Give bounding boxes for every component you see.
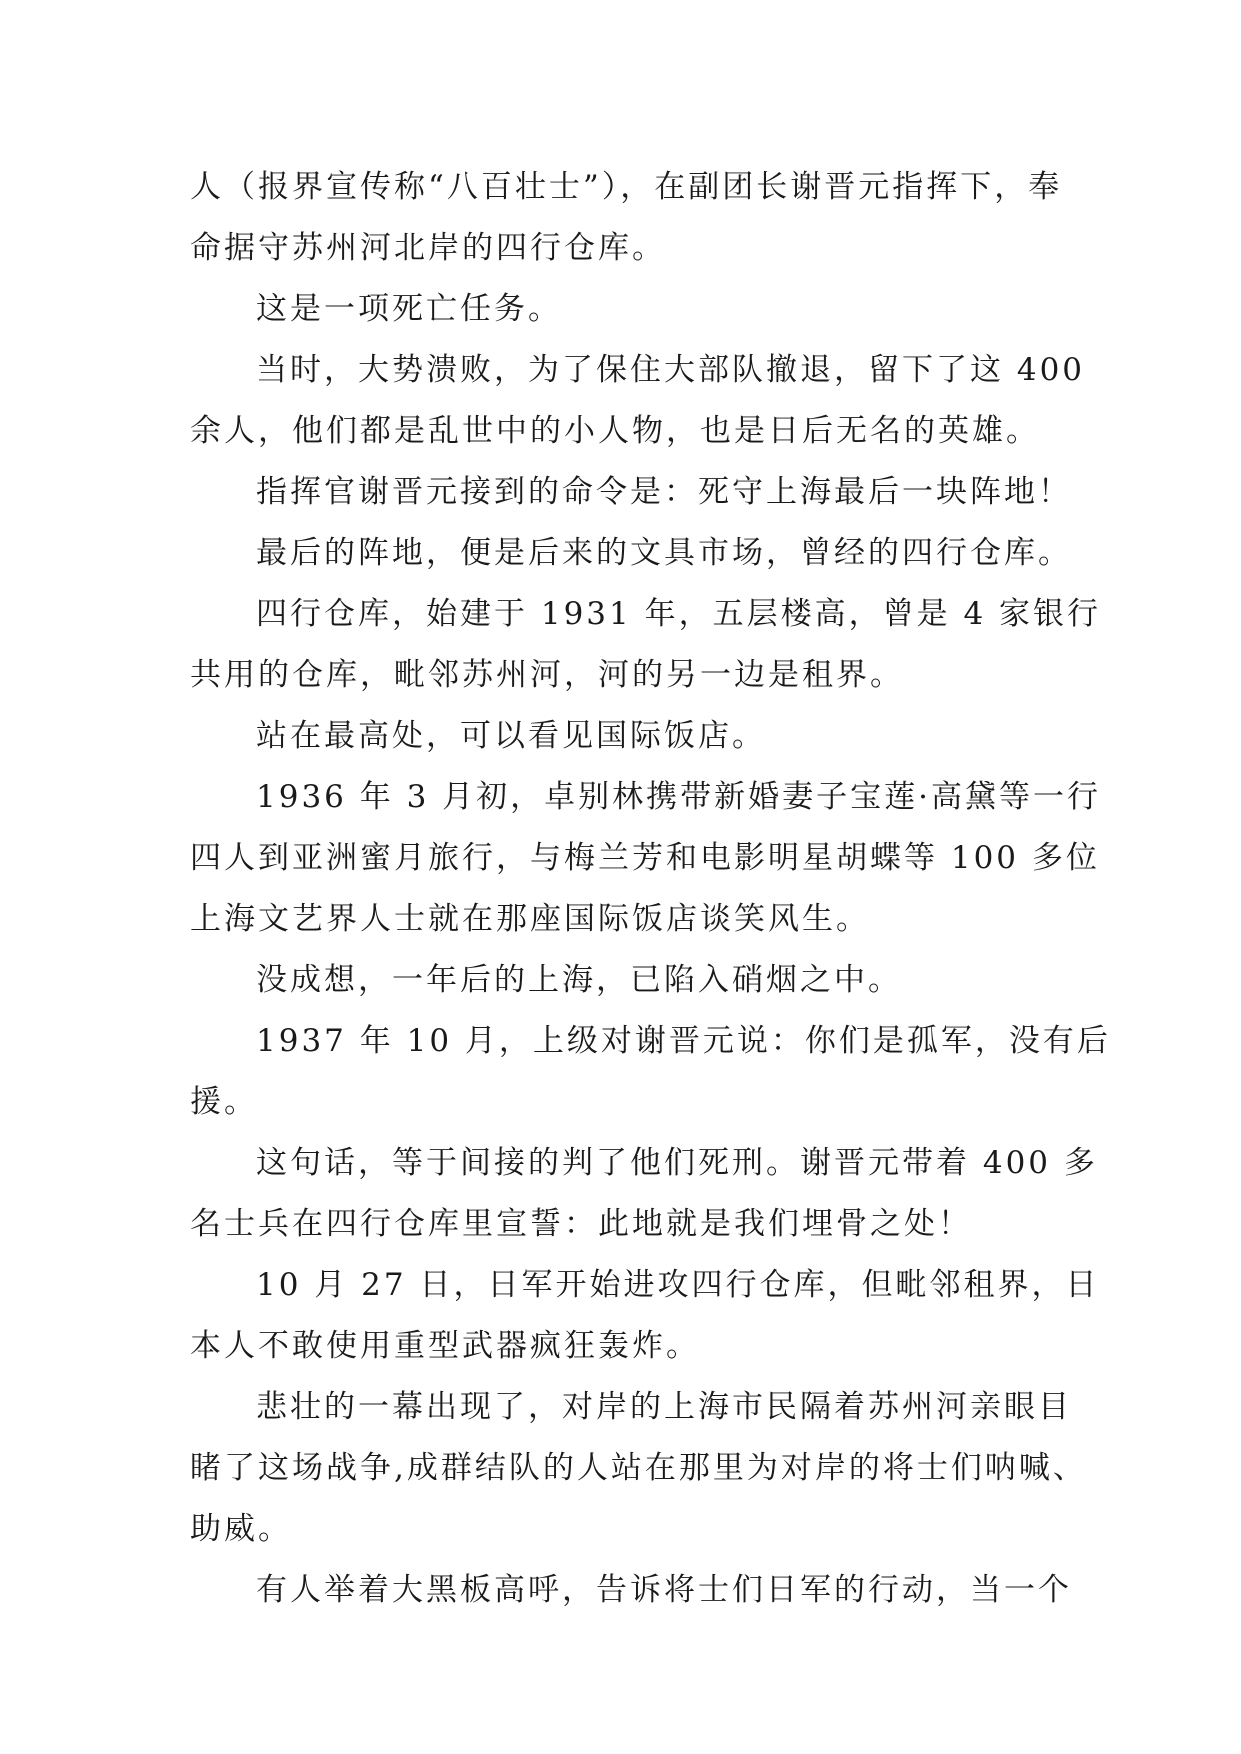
text-line: 睹了这场战争,成群结队的人站在那里为对岸的将士们呐喊、 xyxy=(190,1450,1087,1486)
text-line: 助威。 xyxy=(190,1511,292,1547)
text-line: 这是一项死亡任务。 xyxy=(256,291,562,327)
text-line: 援。 xyxy=(190,1084,258,1120)
text-line: 当时，大势溃败，为了保住大部队撤退，留下了这 400 xyxy=(256,352,1086,388)
text-line: 共用的仓库，毗邻苏州河，河的另一边是租界。 xyxy=(190,657,904,693)
text-line: 名士兵在四行仓库里宣誓：此地就是我们埋骨之处！ xyxy=(190,1206,972,1242)
text-line: 四人到亚洲蜜月旅行，与梅兰芳和电影明星胡蝶等 100 多位 xyxy=(190,840,1100,876)
text-line: 命据守苏州河北岸的四行仓库。 xyxy=(190,230,666,266)
text-line: 四行仓库，始建于 1931 年，五层楼高，曾是 4 家银行 xyxy=(256,596,1102,632)
text-line: 上海文艺界人士就在那座国际饭店谈笑风生。 xyxy=(190,901,870,937)
text-line: 指挥官谢晋元接到的命令是：死守上海最后一块阵地！ xyxy=(256,474,1072,510)
text-line: 本人不敢使用重型武器疯狂轰炸。 xyxy=(190,1328,700,1364)
text-line: 人（报界宣传称“八百壮士”），在副团长谢晋元指挥下，奉 xyxy=(190,169,1063,205)
text-line: 这句话，等于间接的判了他们死刑。谢晋元带着 400 多 xyxy=(256,1145,1098,1181)
document-body xyxy=(190,157,1111,1621)
text-line: 站在最高处，可以看见国际饭店。 xyxy=(256,718,766,754)
text-line: 余人，他们都是乱世中的小人物，也是日后无名的英雄。 xyxy=(190,413,1040,449)
text-line: 1937 年 10 月，上级对谢晋元说：你们是孤军，没有后 xyxy=(256,1023,1111,1059)
text-line: 最后的阵地，便是后来的文具市场，曾经的四行仓库。 xyxy=(256,535,1072,571)
text-line: 1936 年 3 月初，卓别林携带新婚妻子宝莲·高黛等一行 xyxy=(256,779,1102,815)
text-line: 有人举着大黑板高呼，告诉将士们日军的行动，当一个 xyxy=(256,1572,1072,1608)
text-line: 10 月 27 日，日军开始进攻四行仓库，但毗邻租界，日 xyxy=(256,1267,1100,1303)
text-line: 悲壮的一幕出现了，对岸的上海市民隔着苏州河亲眼目 xyxy=(256,1389,1072,1425)
text-line: 没成想，一年后的上海，已陷入硝烟之中。 xyxy=(256,962,902,998)
